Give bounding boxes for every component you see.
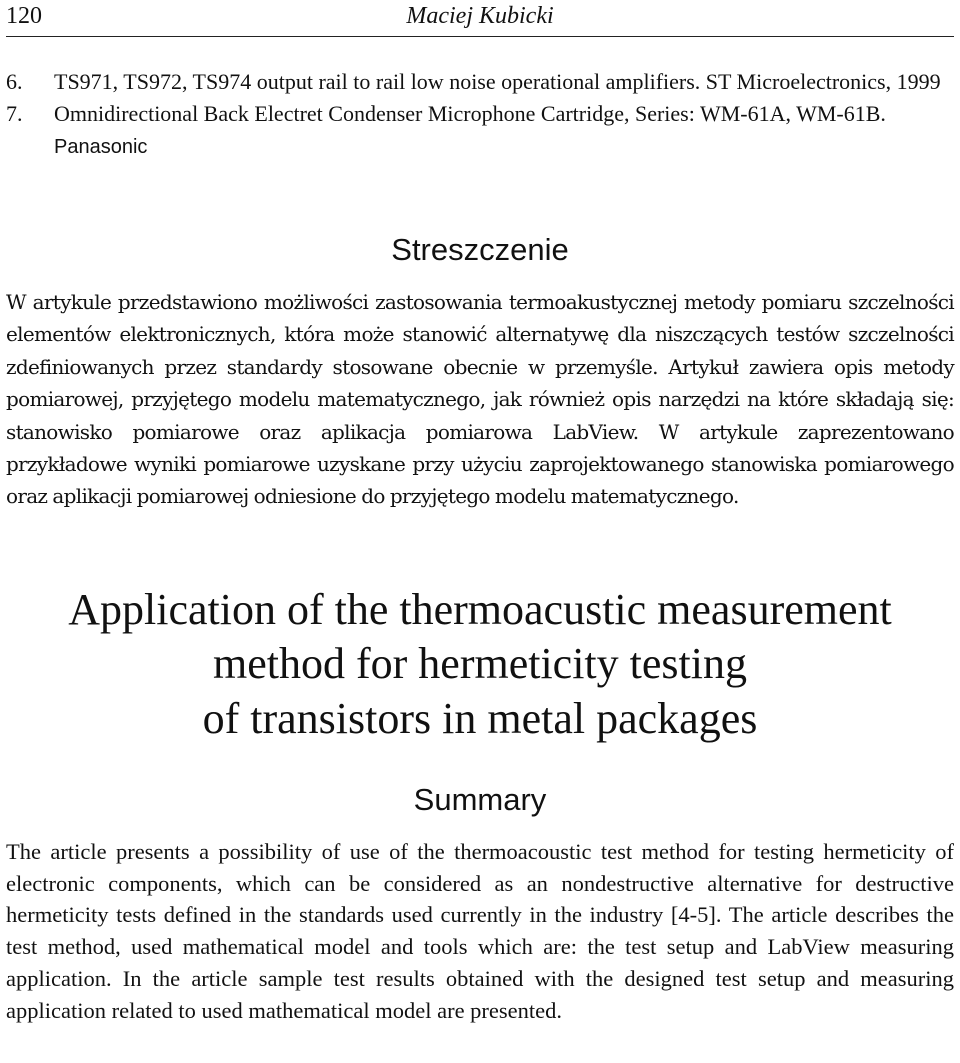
article-title-line-1: Application of the thermoacustic measurement <box>68 585 892 634</box>
article-title-line-2: method for hermeticity testing <box>213 639 747 688</box>
polish-abstract-paragraph: W artykule przedstawiono możliwości zastosowania termoakustycznej metody pomiaru szczelności elementów elektronicznych, która może stanowić alternatywę dla niszczących testów szczelności zdefiniowanych przez standardy stosowane obecnie w przemyśle. Artykuł zawiera opis metody pomiarowej, przyjętego modelu matematycznego, jak również opis narzędzi na które składają się: stanowisko pomiarowe oraz aplikacja pomiarowa LabView. W artykule zaprezentowano przykładowe wyniki pomiarowe uzyskane przy użyciu zaprojektowanego stanowiska pomiarowego oraz aplikacji pomiarowej odniesione do przyjętego modelu matematycznego. <box>6 290 954 509</box>
english-summary-heading: Summary <box>413 782 547 817</box>
reference-number: 7. <box>6 101 23 126</box>
page-number: 120 <box>6 3 42 29</box>
reference-text: Omnidirectional Back Electret Condenser Microphone Cartridge, Series: WM-61A, WM-61B. <box>54 101 886 126</box>
reference-item <box>6 66 954 98</box>
page-header <box>6 0 954 37</box>
running-head-author: Maciej Kubicki <box>406 3 554 29</box>
reference-publisher: Panasonic <box>54 136 148 158</box>
reference-number: 6. <box>6 69 23 94</box>
reference-list <box>6 66 954 163</box>
english-abstract-paragraph: The article presents a possibility of use of the thermoacoustic test method for testing hermeticity of electronic components, which can be considered as an nondestructive alternative for destructive hermeticity tests defined in the standards used currently in the industry [4-5]. The article describes the test method, used mathematical model and tools which are: the test setup and LabView measuring application. In the article sample test results obtained with the designed test setup and measuring application related to used mathematical model are presented. <box>6 839 954 1023</box>
article-title-line-3: of transistors in metal packages <box>202 694 758 743</box>
polish-summary-heading: Streszczenie <box>391 232 569 267</box>
reference-item <box>6 98 954 163</box>
reference-text: TS971, TS972, TS974 output rail to rail low noise operational amplifiers. ST Microelectronics, 1999 <box>54 69 941 94</box>
